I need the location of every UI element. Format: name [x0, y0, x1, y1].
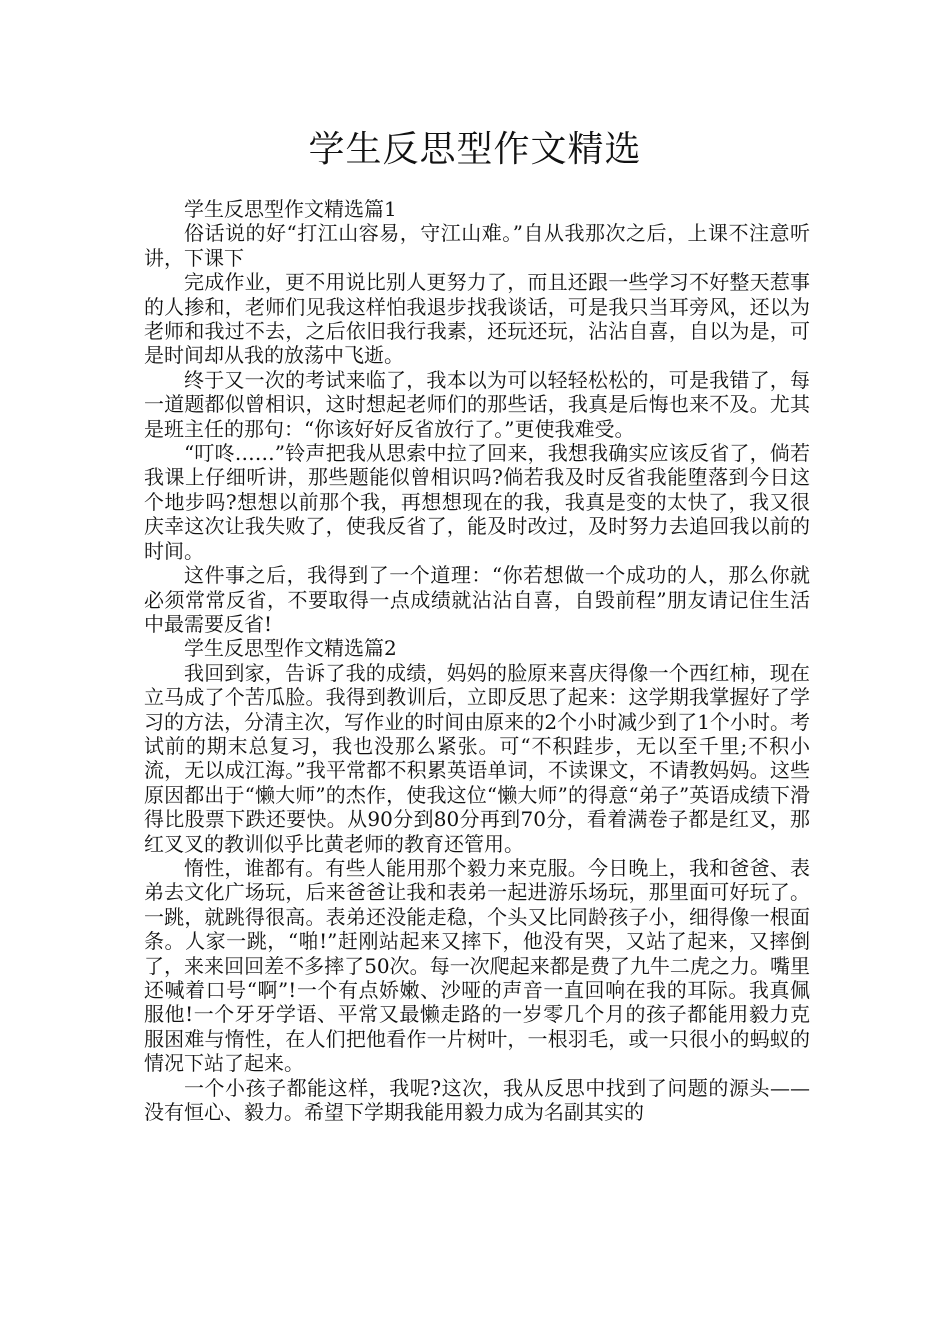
- body-paragraph: 惰性，谁都有。有些人能用那个毅力来克服。今日晚上，我和爸爸、表弟去文化广场玩，后来爸爸让我和表弟一起进游乐场玩，那里面可好玩了。一跳，就跳得很高。表弟还没能走稳，个头又比同龄孩子小，细得像一根面条。人家一跳，“啪!”赶刚站起来又摔下，他没有哭，又站了起来，又摔倒了，来来回回差不多摔了50次。每一次爬起来都是费了九牛二虎之力。嘴里还喊着口号“啊”!一个有点娇嫩、沙哑的声音一直回响在我的耳际。我真佩服他!一个牙牙学语、平常又最懒走路的一岁零几个月的孩子都能用毅力克服困难与惰性，在人们把他看作一片树叶，一根羽毛，或一只很小的蚂蚁的情况下站了起来。: [144, 855, 810, 1076]
- body-paragraph: 我回到家，告诉了我的成绩，妈妈的脸原来喜庆得像一个西红柿，现在立马成了个苦瓜脸。我得到教训后，立即反思了起来：这学期我掌握好了学习的方法，分清主次，写作业的时间由原来的2个小时减少到了1个小时。考试前的期末总复习，我也没那么紧张。可“不积跬步，无以至千里;不积小流，无以成江海。”我平常都不积累英语单词，不读课文，不请教妈妈。这些原因都出于“懒大师”的杰作，使我这位“懒大师”的得意“弟子”英语成绩下滑得比股票下跌还要快。从90分到80分再到70分，看着满卷子都是红叉，那红叉叉的教训似乎比黄老师的教育还管用。: [144, 660, 810, 856]
- body-paragraph: 这件事之后，我得到了一个道理：“你若想做一个成功的人，那么你就必须常常反省，不要取得一点成绩就沾沾自喜，自毁前程”朋友请记住生活中最需要反省!: [144, 563, 810, 636]
- section-heading-1: 学生反思型作文精选篇1: [184, 197, 397, 221]
- document-body: [144, 197, 810, 1124]
- body-paragraph: 终于又一次的考试来临了，我本以为可以轻轻松松的，可是我错了，每一道题都似曾相识，这时想起老师们的那些话，我真是后悔也来不及。尤其是班主任的那句：“你该好好反省放行了。”更使我难受。: [144, 367, 810, 441]
- body-paragraph: 俗话说的好“打江山容易，守江山难。”自从我那次之后，上课不注意听讲，下课下: [144, 221, 810, 270]
- section-heading-2: 学生反思型作文精选篇2: [184, 636, 397, 661]
- body-paragraph: “叮咚……”铃声把我从思索中拉了回来，我想我确实应该反省了，倘若我课上仔细听讲，那些题能似曾相识吗?倘若我及时反省我能堕落到今日这个地步吗?想想以前那个我，再想想现在的我，我真是变的太快了，我又很庆幸这次让我失败了，使我反省了，能及时改过，及时努力去追回我以前的时间。: [144, 441, 810, 563]
- body-paragraph: 完成作业，更不用说比别人更努力了，而且还跟一些学习不好整天惹事的人掺和，老师们见我这样怕我退步找我谈话，可是我只当耳旁风，还以为老师和我过不去，之后依旧我行我素，还玩还玩，沾沾自喜，自以为是，可是时间却从我的放荡中飞逝。: [144, 270, 810, 368]
- body-paragraph: 一个小孩子都能这样，我呢?这次，我从反思中找到了问题的源头——没有恒心、毅力。希望下学期我能用毅力成为名副其实的: [144, 1075, 810, 1125]
- document-title: 学生反思型作文精选: [308, 129, 642, 170]
